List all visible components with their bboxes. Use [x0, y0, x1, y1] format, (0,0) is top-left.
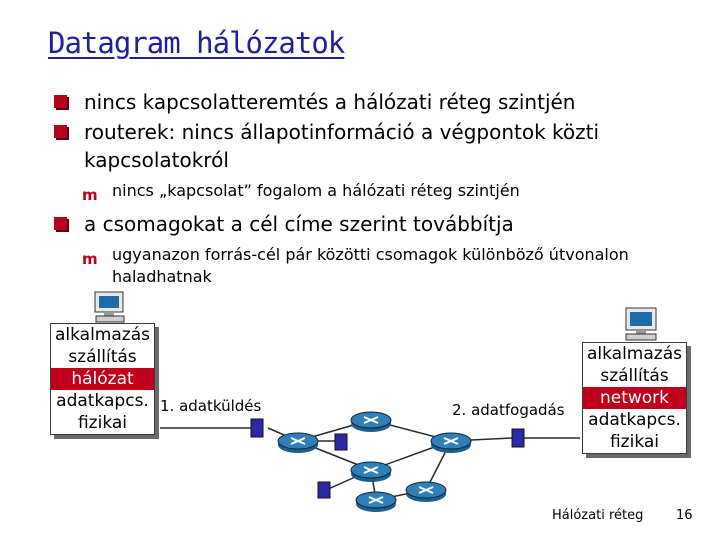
source-protocol-stack [50, 323, 155, 435]
router-icon [278, 433, 318, 453]
destination-computer-icon [626, 308, 656, 340]
router-icon [351, 462, 391, 482]
router-icon [356, 492, 396, 512]
layer-link: adatkapcs. [56, 391, 149, 411]
slide-title: Datagram hálózatok [48, 26, 345, 60]
sub-bullet-marker: m [82, 186, 98, 204]
bullet-item: routerek: nincs állapotinformáció a végpontok közti kapcsolatokról [52, 118, 702, 174]
bullet-item: nincs kapcsolatteremtés a hálózati réteg szintjén [52, 88, 702, 116]
layer-physical: fizikai [77, 413, 128, 433]
host-icons [251, 419, 524, 498]
layer-network: network [583, 387, 686, 409]
page-number: 16 [676, 508, 693, 523]
step-send-label: 1. adatküldés [160, 397, 262, 415]
destination-protocol-stack [582, 342, 687, 454]
layer-link: adatkapcs. [588, 410, 681, 430]
layer-transport: szállítás [600, 366, 669, 386]
router-icon [431, 433, 471, 453]
source-computer-icon [95, 292, 124, 322]
layer-transport: szállítás [68, 347, 137, 367]
router-icon [351, 412, 391, 432]
layer-network: hálózat [51, 368, 154, 390]
router-icons [278, 412, 471, 512]
layer-application: alkalmazás [586, 344, 682, 364]
sub-bullet-marker: m [82, 250, 98, 268]
step-receive-label: 2. adatfogadás [452, 401, 565, 419]
footer-label: Hálózati réteg [552, 508, 644, 523]
bullet-item: a csomagokat a cél címe szerint továbbítja [52, 210, 702, 238]
sub-bullet-item: m ugyanazon forrás-cél pár közötti csomagok különböző útvonalon haladhatnak [82, 245, 629, 286]
sub-bullet-item: m nincs „kapcsolat” fogalom a hálózati réteg szintjén [82, 181, 520, 204]
router-icon [406, 482, 446, 502]
layer-physical: fizikai [609, 432, 660, 452]
layer-application: alkalmazás [54, 325, 150, 345]
